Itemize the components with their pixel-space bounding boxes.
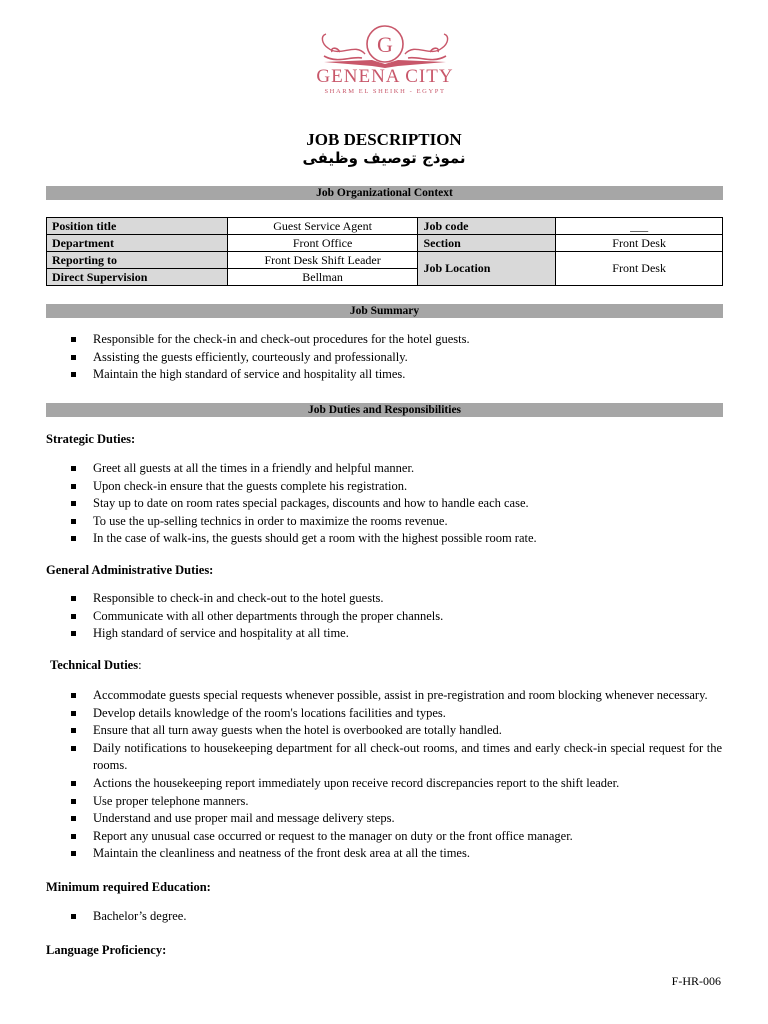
list-item: Responsible for the check-in and check-out procedures for the hotel guests. <box>70 331 722 349</box>
position-title-value: Guest Service Agent <box>227 218 418 235</box>
education-label: Minimum required Education: <box>46 880 211 894</box>
brand-name: GENENA CITY <box>316 66 454 87</box>
table-row <box>47 235 723 252</box>
list-item: Understand and use proper mail and message delivery steps. <box>70 810 722 828</box>
svg-text:G: G <box>377 32 393 57</box>
technical-duties-list <box>70 687 722 863</box>
list-item: Assisting the guests efficiently, courteously and professionally. <box>70 349 722 367</box>
list-item: Maintain the high standard of service and hospitality all times. <box>70 366 722 384</box>
reporting-to-value: Front Desk Shift Leader <box>227 252 418 269</box>
job-location-value: Front Desk <box>556 252 723 286</box>
job-context-table <box>46 217 723 286</box>
language-proficiency-label: Language Proficiency: <box>46 943 167 957</box>
list-item: Use proper telephone manners. <box>70 793 722 811</box>
section-header-context: Job Organizational Context <box>46 186 723 200</box>
education-list <box>70 908 722 926</box>
table-row <box>47 218 723 235</box>
list-item: Accommodate guests special requests whenever possible, assist in pre-registration and room blocking whenever necessary. <box>70 687 722 705</box>
position-title-label: Position title <box>47 218 228 235</box>
job-code-value: ___ <box>556 218 723 235</box>
section-label: Section <box>418 235 556 252</box>
list-item: Stay up to date on room rates special packages, discounts and how to handle each case. <box>70 495 722 513</box>
list-item: High standard of service and hospitality at all time. <box>70 625 722 643</box>
direct-supervision-value: Bellman <box>227 269 418 286</box>
form-code: F-HR-006 <box>671 974 721 988</box>
document-title: JOB DESCRIPTION <box>306 130 462 149</box>
technical-duties-label: Technical Duties: <box>50 658 142 672</box>
section-header-duties: Job Duties and Responsibilities <box>46 403 723 417</box>
list-item: Ensure that all turn away guests when the hotel is overbooked are totally handled. <box>70 722 722 740</box>
administrative-duties-list <box>70 590 722 643</box>
administrative-duties-label: General Administrative Duties: <box>46 563 214 577</box>
list-item: Maintain the cleanliness and neatness of the front desk area at all the times. <box>70 845 722 863</box>
list-item: Report any unusual case occurred or request to the manager on duty or the front office manager. <box>70 828 722 846</box>
list-item: Daily notifications to housekeeping department for all check-out rooms, and times and early check-in special request for the rooms. <box>70 740 722 775</box>
list-item: Responsible to check-in and check-out to the hotel guests. <box>70 590 722 608</box>
reporting-to-label: Reporting to <box>47 252 228 269</box>
department-value: Front Office <box>227 235 418 252</box>
list-item: Greet all guests at all the times in a friendly and helpful manner. <box>70 460 722 478</box>
list-item: Upon check-in ensure that the guests complete his registration. <box>70 478 722 496</box>
summary-list <box>70 331 722 384</box>
list-item: In the case of walk-ins, the guests should get a room with the highest possible room rate. <box>70 530 722 548</box>
direct-supervision-label: Direct Supervision <box>47 269 228 286</box>
document-title-arabic: نموذج توصيف وظيفى <box>302 149 466 167</box>
section-value: Front Desk <box>556 235 723 252</box>
brand-subtitle: SHARM EL SHEIKH - EGYPT <box>324 88 446 95</box>
job-code-label: Job code <box>418 218 556 235</box>
list-item: Actions the housekeeping report immediately upon receive record discrepancies report to the shift leader. <box>70 775 722 793</box>
job-location-label: Job Location <box>418 252 556 286</box>
list-item: Develop details knowledge of the room's locations facilities and types. <box>70 705 722 723</box>
table-row <box>47 252 723 269</box>
list-item: Bachelor’s degree. <box>70 908 722 926</box>
section-header-summary: Job Summary <box>46 304 723 318</box>
list-item: To use the up-selling technics in order to maximize the rooms revenue. <box>70 513 722 531</box>
strategic-duties-label: Strategic Duties: <box>46 432 136 446</box>
department-label: Department <box>47 235 228 252</box>
strategic-duties-list <box>70 460 722 548</box>
list-item: Communicate with all other departments through the proper channels. <box>70 608 722 626</box>
